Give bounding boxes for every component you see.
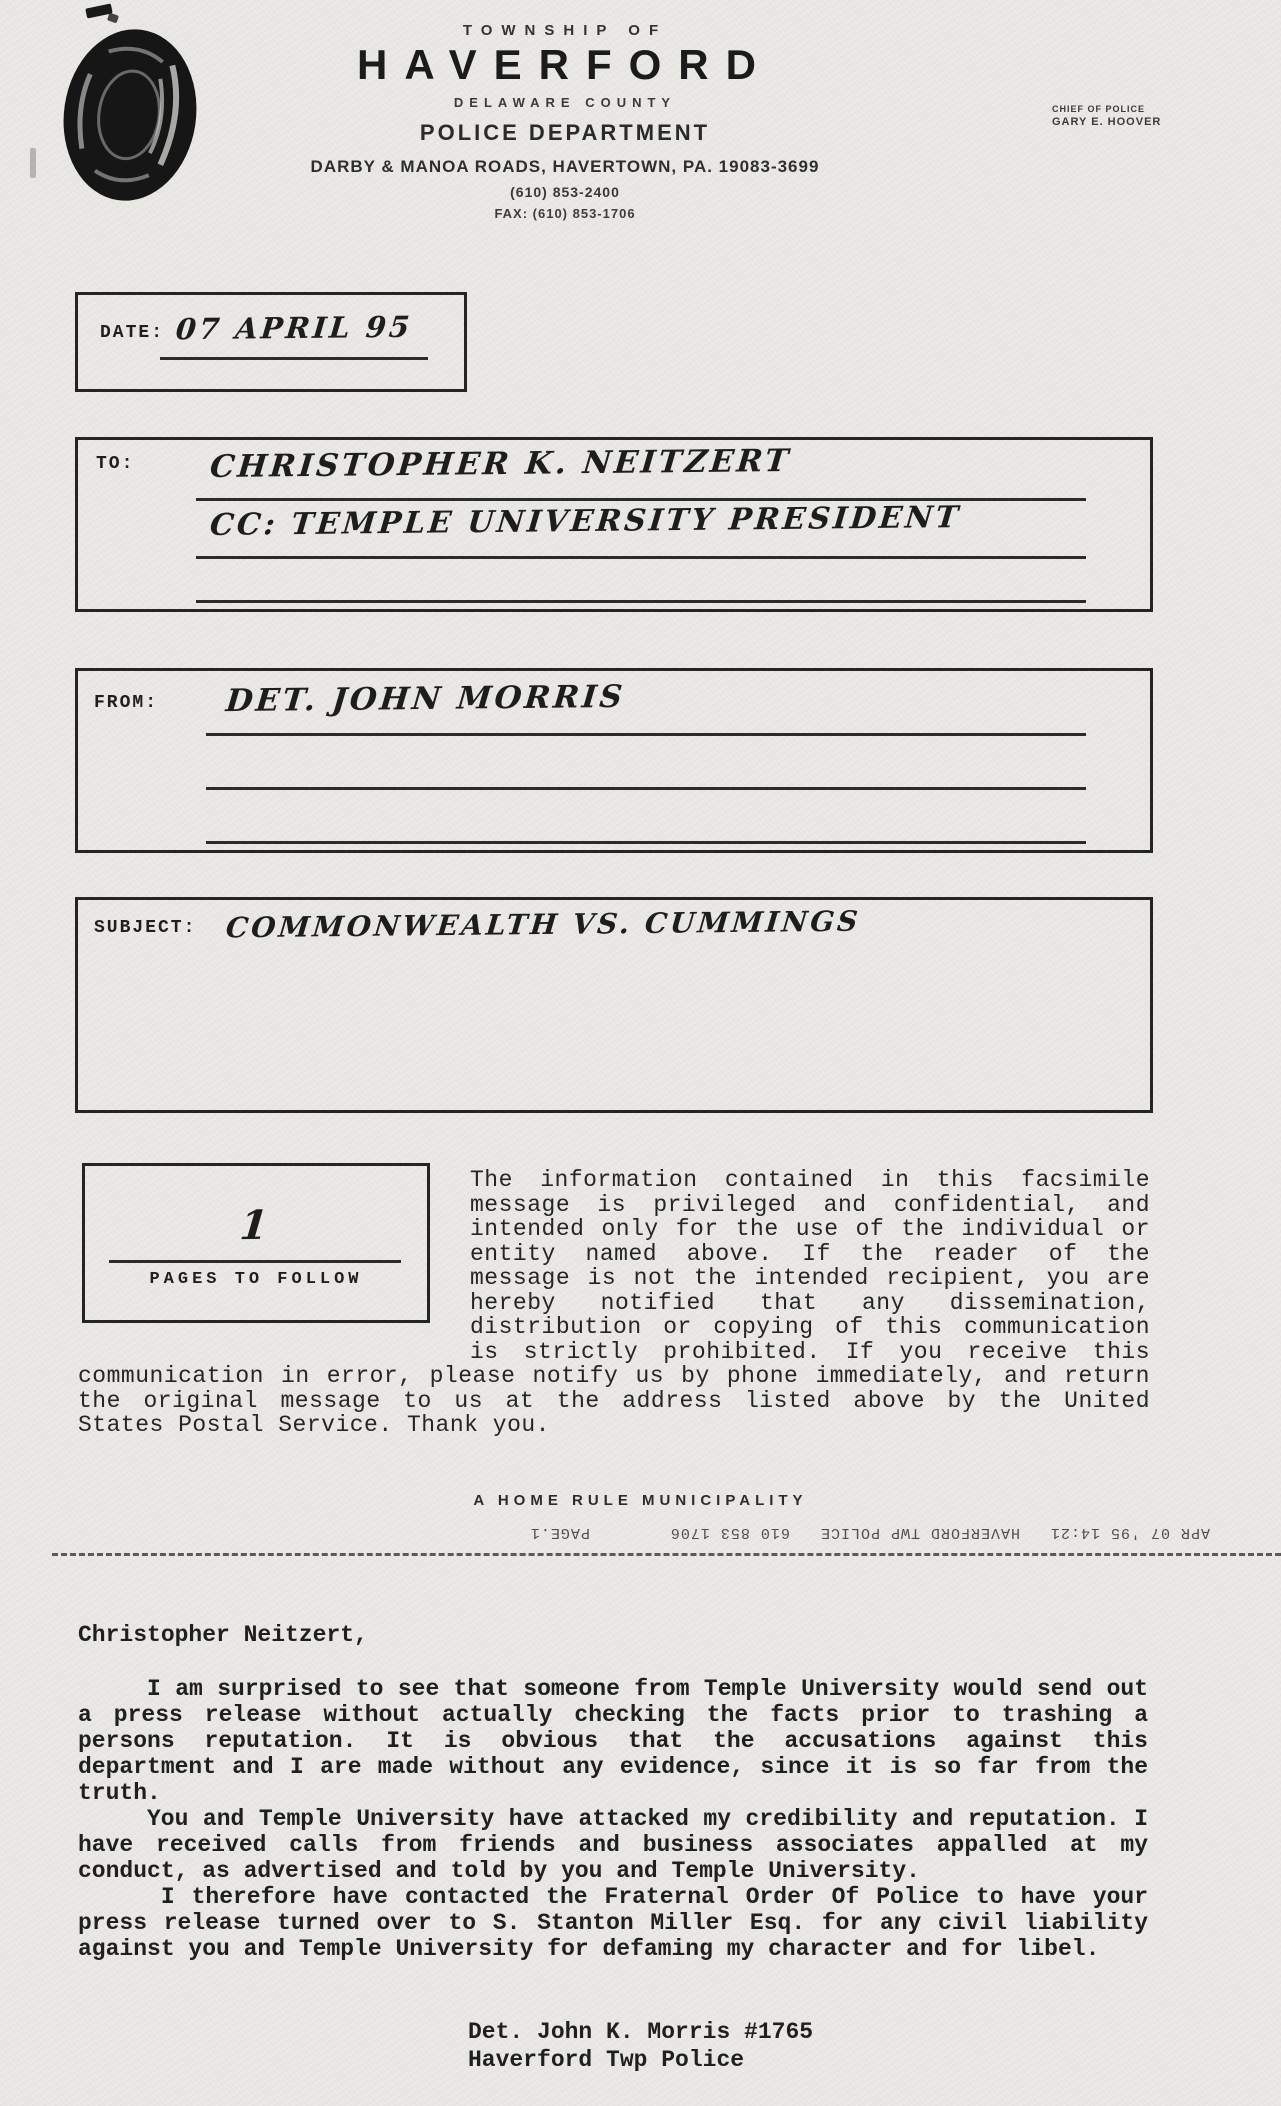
date-underline xyxy=(160,311,428,360)
from-field-box xyxy=(75,668,1153,853)
pages-label: PAGES TO FOLLOW xyxy=(149,1270,363,1289)
letter-paragraph-2: You and Temple University have attacked my credibility and reputation. I have received calls from friends and business associates appalled at my conduct, as advertised and told by you and Temple University. xyxy=(78,1806,1148,1884)
to-underline-1 xyxy=(196,442,1086,501)
county-line: DELAWARE COUNTY xyxy=(453,95,677,110)
letter-paragraph-1: I am surprised to see that someone from Temple University would send out a press release without actually checking the facts prior to trashing a persons reputation. It is obvious that the accusations against this department and I are made without any evidence, since it is so far from the truth. xyxy=(78,1676,1148,1806)
chief-name: GARY E. HOOVER xyxy=(1052,116,1162,128)
letter-paragraph-3: I therefore have contacted the Fraternal Order Of Police to have your press release turned over to S. Stanton Miller Esq. for any civil liability against you and Temple University for defaming my character and for libel. xyxy=(78,1884,1148,1962)
chief-title: CHIEF OF POLICE xyxy=(1052,104,1146,114)
to-underline-3-blank xyxy=(196,558,1086,603)
handwritten-date: 07 APRIL 95 xyxy=(174,309,414,347)
handwritten-to-cc: CC: TEMPLE UNIVERSITY PRESIDENT xyxy=(208,500,963,543)
from-underline-2-blank xyxy=(206,745,1086,790)
municipality-name: HAVERFORD xyxy=(357,41,773,88)
confidentiality-notice xyxy=(78,1168,1150,1438)
date-field-box xyxy=(75,292,467,392)
handwritten-to-recipient: CHRISTOPHER K. NEITZERT xyxy=(208,442,793,486)
letterhead xyxy=(205,22,925,221)
notice-wrap-spacer xyxy=(78,1168,470,1340)
scan-artifact xyxy=(30,148,36,178)
signature-name: Det. John K. Morris #1765 xyxy=(468,2019,814,2045)
to-label: TO: xyxy=(96,454,135,474)
township-of-line: TOWNSHIP OF xyxy=(462,22,668,39)
phone-line: (610) 853-2400 xyxy=(510,184,620,200)
letter-salutation: Christopher Neitzert, xyxy=(78,1622,368,1648)
handwritten-subject: COMMONWEALTH VS. CUMMINGS xyxy=(224,904,863,945)
to-underline-2 xyxy=(196,500,1086,559)
from-label: FROM: xyxy=(94,693,159,713)
fax-transmission-stamp: APR 07 '95 14:21 HAVERFORD TWP POLICE 610 853 1706 PAGE.1 xyxy=(529,1524,1210,1541)
subject-field-box xyxy=(75,897,1153,1113)
letter-body xyxy=(78,1622,1148,1962)
chief-block xyxy=(1052,103,1161,129)
to-field-box xyxy=(75,437,1153,612)
from-underline-3-blank xyxy=(206,799,1086,844)
handwritten-from: DET. JOHN MORRIS xyxy=(224,678,627,720)
handwritten-page-count: 1 xyxy=(237,1201,273,1250)
page-divider-dashed-line xyxy=(52,1553,1281,1556)
signature-block xyxy=(468,2018,813,2074)
police-seal xyxy=(55,20,205,210)
municipality-motto: A HOME RULE MUNICIPALITY xyxy=(473,1492,808,1509)
address-line: DARBY & MANOA ROADS, HAVERTOWN, PA. 19083-3699 xyxy=(310,157,820,176)
from-underline-1 xyxy=(206,678,1086,736)
date-label: DATE: xyxy=(100,323,165,343)
subject-label: SUBJECT: xyxy=(94,918,197,938)
department-line: POLICE DEPARTMENT xyxy=(419,120,711,145)
signature-org: Haverford Twp Police xyxy=(468,2047,745,2073)
confidentiality-notice-text: The information contained in this facsimile message is privileged and confidential, and intended only for the use of the individual or entity named above. If the reader of the message is not the intended recipient, you are hereby notified that any dissemination, distribution or copying of this communication is strictly prohibited. If you receive this communication in error, please notify us by phone immediately, and return the original message to us at the address listed above by the United States Postal Service. Thank you. xyxy=(78,1167,1150,1438)
fax-line: FAX: (610) 853-1706 xyxy=(494,206,636,221)
